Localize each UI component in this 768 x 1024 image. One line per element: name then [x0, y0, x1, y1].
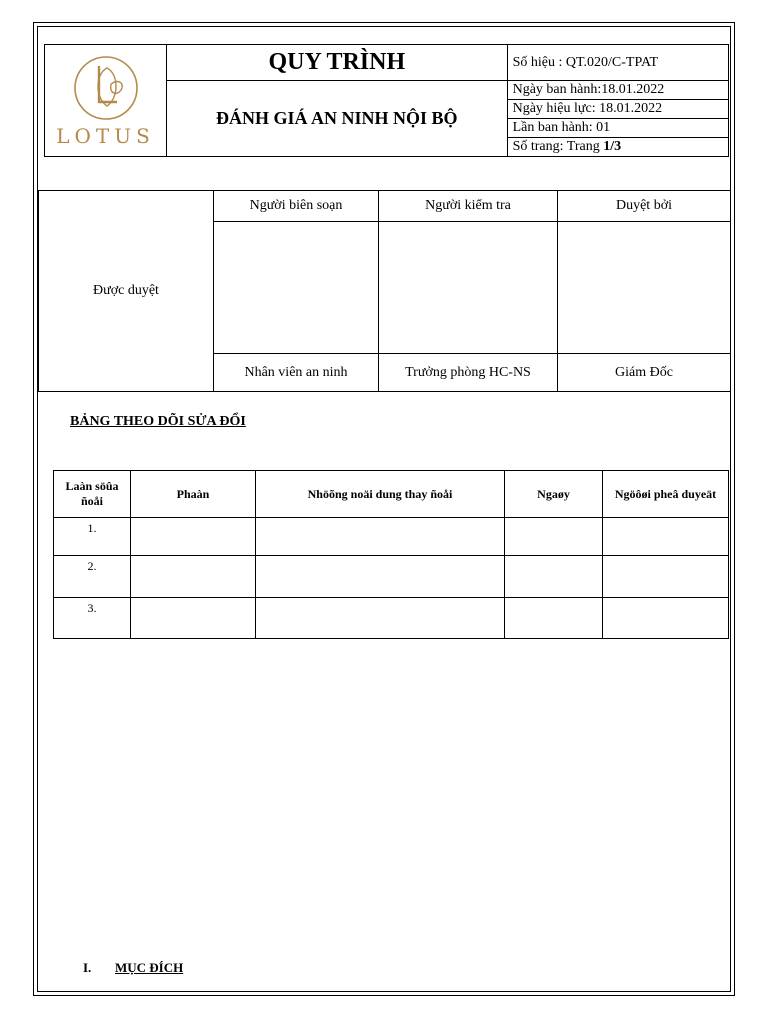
- logo-text: LOTUS: [56, 123, 155, 148]
- revision-table: [53, 470, 729, 639]
- signature-approver: [558, 222, 731, 354]
- position-approver: Giám Đốc: [558, 354, 731, 392]
- logo-cell: [45, 45, 167, 157]
- role-reviewer: Người kiểm tra: [379, 191, 558, 222]
- document-header: [44, 44, 729, 157]
- signature-reviewer: [379, 222, 558, 354]
- revision-number: Lần ban hành: 01: [507, 119, 728, 138]
- table-row: [54, 555, 729, 597]
- doc-code: Số hiệu : QT.020/C-TPAT: [507, 45, 728, 81]
- lotus-logo-icon: [71, 54, 141, 122]
- table-row: [54, 597, 729, 638]
- section-number: I.: [83, 960, 92, 975]
- row-number: 2.: [54, 555, 131, 597]
- col-changes: Nhöõng noäi dung thay ñoåi: [256, 471, 505, 518]
- role-approver: Duyệt bởi: [558, 191, 731, 222]
- col-approver: Ngöôøi pheâ duyeät: [603, 471, 729, 518]
- document-title: QUY TRÌNH: [167, 45, 508, 81]
- issue-date: Ngày ban hành:18.01.2022: [507, 81, 728, 100]
- signature-author: [214, 222, 379, 354]
- col-section: Phaàn: [131, 471, 256, 518]
- section-heading-purpose: [83, 960, 183, 976]
- page-number: [507, 138, 728, 157]
- page-label: Số trang: Trang: [512, 139, 604, 154]
- col-date: Ngaøy: [505, 471, 603, 518]
- position-reviewer: Trưởng phòng HC-NS: [379, 354, 558, 392]
- effective-date: Ngày hiệu lực: 18.01.2022: [507, 100, 728, 119]
- col-revision-no: Laàn söûa ñoåi: [54, 471, 131, 518]
- role-author: Người biên soạn: [214, 191, 379, 222]
- row-number: 1.: [54, 518, 131, 555]
- page-value: 1/3: [603, 139, 622, 154]
- approval-table: [38, 190, 731, 392]
- section-title: MỤC ĐÍCH: [115, 960, 184, 975]
- row-number: 3.: [54, 597, 131, 638]
- position-author: Nhân viên an ninh: [214, 354, 379, 392]
- document-subtitle: ĐÁNH GIÁ AN NINH NỘI BỘ: [167, 81, 508, 157]
- table-row: [54, 518, 729, 555]
- approval-label: Được duyệt: [39, 191, 214, 392]
- revision-table-title: BẢNG THEO DÕI SỬA ĐỔI: [70, 414, 246, 429]
